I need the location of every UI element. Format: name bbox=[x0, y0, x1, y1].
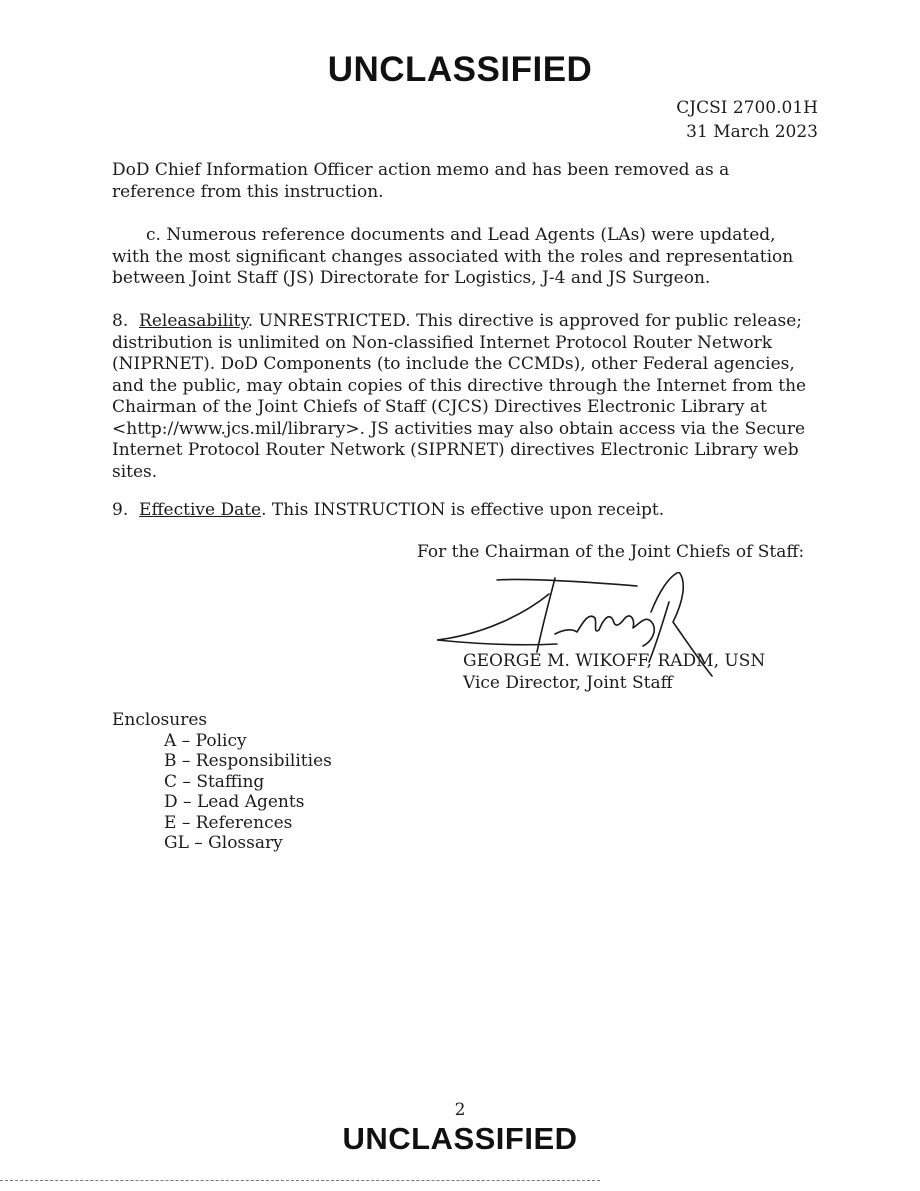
paragraph-9-effective-date bbox=[112, 500, 812, 522]
paragraph-8-releasability bbox=[112, 311, 812, 483]
signatory-title: Vice Director, Joint Staff bbox=[463, 673, 673, 693]
scan-edge-divider bbox=[0, 1180, 600, 1181]
effective-date-text: . This INSTRUCTION is effective upon receipt. bbox=[261, 500, 665, 520]
continuation-paragraph: DoD Chief Information Officer action memo and has been removed as a reference from this instruction. bbox=[112, 160, 730, 202]
paragraph-number: 9. bbox=[112, 500, 129, 520]
list-item: B – Responsibilities bbox=[164, 751, 332, 771]
document-number: CJCSI 2700.01H bbox=[676, 98, 818, 118]
list-item: D – Lead Agents bbox=[164, 792, 305, 812]
document-date: 31 March 2023 bbox=[686, 122, 818, 142]
classification-banner-top: UNCLASSIFIED bbox=[327, 50, 593, 89]
enclosures-list bbox=[112, 731, 332, 854]
list-item: A – Policy bbox=[164, 730, 247, 751]
enclosures-section bbox=[112, 710, 332, 854]
signature-block bbox=[417, 540, 837, 693]
list-item: C – Staffing bbox=[164, 771, 265, 792]
releasability-text: . UNRESTRICTED. This directive is approved for public release; distribution is unlimited on Non-classified Internet Protocol Router Network (NIPRNET). DoD Components (to include the CCMDs), other Federal agencies, and the public, may obtain copies of this directive through the Internet from the Chairman of the Joint Chiefs of Staff (CJCS) Directives Electronic Library at <http://www.jcs.mil/library>. JS activities may also obtain access via the Secure Internet Protocol Router Network (SIPRNET) directives Electronic Library web sites. bbox=[112, 311, 807, 482]
page-number: 2 bbox=[454, 1100, 466, 1120]
document-identifier bbox=[676, 96, 818, 144]
list-item: GL – Glossary bbox=[164, 833, 283, 853]
releasability-heading: Releasability bbox=[139, 311, 248, 331]
classification-banner-bottom: UNCLASSIFIED bbox=[342, 1121, 578, 1156]
enclosures-heading: Enclosures bbox=[112, 710, 208, 730]
list-item: E – References bbox=[164, 812, 293, 833]
signature-for-line: For the Chairman of the Joint Chiefs of Staff: bbox=[417, 542, 805, 562]
signatory-name: GEORGE M. WIKOFF, RADM, USN bbox=[463, 651, 766, 671]
paragraph-number: 8. bbox=[112, 311, 129, 331]
effective-date-heading: Effective Date bbox=[139, 500, 262, 520]
paragraph-7c: c. Numerous reference documents and Lead Agents (LAs) were updated, with the most significant changes associated with the roles and representation between Joint Staff (JS) Directorate for Logistics, J-4 and JS Surgeon. bbox=[112, 225, 794, 288]
